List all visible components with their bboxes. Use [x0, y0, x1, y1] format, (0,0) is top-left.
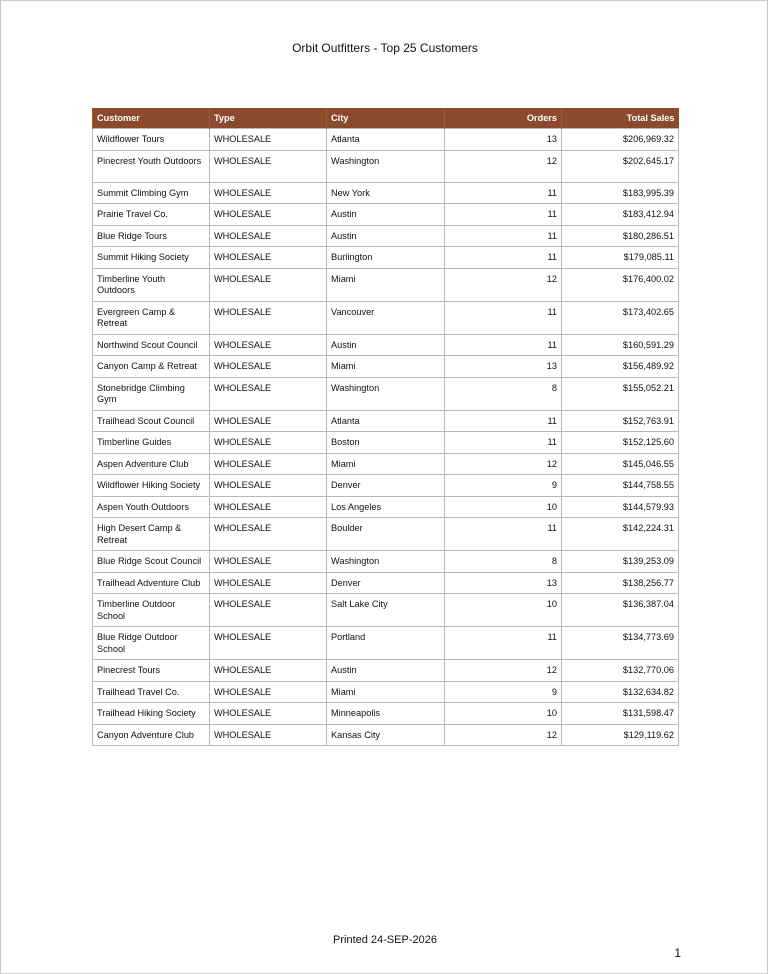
cell-type: WHOLESALE [210, 129, 327, 151]
cell-orders: 12 [445, 724, 562, 746]
cell-city: Salt Lake City [327, 594, 445, 627]
table-row [93, 703, 679, 725]
column-header-type: Type [210, 108, 327, 129]
cell-customer: Trailhead Scout Council [93, 410, 210, 432]
cell-orders: 11 [445, 627, 562, 660]
cell-orders: 12 [445, 268, 562, 301]
cell-customer: Trailhead Travel Co. [93, 681, 210, 703]
table-row [93, 377, 679, 410]
table-row [93, 432, 679, 454]
cell-orders: 10 [445, 594, 562, 627]
cell-customer: Pinecrest Youth Outdoors [93, 150, 210, 182]
cell-orders: 8 [445, 551, 562, 573]
cell-type: WHOLESALE [210, 518, 327, 551]
cell-total-sales: $173,402.65 [562, 301, 679, 334]
table-header-row [93, 108, 679, 129]
cell-type: WHOLESALE [210, 356, 327, 378]
report-title: Orbit Outfitters - Top 25 Customers [292, 41, 478, 55]
cell-customer: High Desert Camp & Retreat [93, 518, 210, 551]
cell-city: Miami [327, 453, 445, 475]
cell-type: WHOLESALE [210, 301, 327, 334]
cell-type: WHOLESALE [210, 377, 327, 410]
table-row [93, 572, 679, 594]
cell-orders: 11 [445, 410, 562, 432]
table-row [93, 268, 679, 301]
cell-city: Washington [327, 551, 445, 573]
cell-total-sales: $132,770.06 [562, 660, 679, 682]
cell-city: Austin [327, 660, 445, 682]
cell-total-sales: $145,046.55 [562, 453, 679, 475]
cell-type: WHOLESALE [210, 453, 327, 475]
cell-customer: Summit Climbing Gym [93, 182, 210, 204]
cell-city: Austin [327, 204, 445, 226]
cell-orders: 9 [445, 681, 562, 703]
cell-city: Burlington [327, 247, 445, 269]
table-body [93, 129, 679, 746]
cell-customer: Canyon Camp & Retreat [93, 356, 210, 378]
cell-total-sales: $160,591.29 [562, 334, 679, 356]
cell-city: Atlanta [327, 410, 445, 432]
cell-customer: Blue Ridge Tours [93, 225, 210, 247]
cell-type: WHOLESALE [210, 724, 327, 746]
column-header-customer: Customer [93, 108, 210, 129]
cell-customer: Blue Ridge Scout Council [93, 551, 210, 573]
cell-city: Austin [327, 334, 445, 356]
cell-total-sales: $139,253.09 [562, 551, 679, 573]
cell-customer: Summit Hiking Society [93, 247, 210, 269]
table-row [93, 410, 679, 432]
cell-orders: 11 [445, 334, 562, 356]
cell-type: WHOLESALE [210, 432, 327, 454]
cell-total-sales: $144,579.93 [562, 496, 679, 518]
customers-table [92, 108, 679, 746]
cell-total-sales: $183,412.94 [562, 204, 679, 226]
table-row [93, 356, 679, 378]
table-row [93, 334, 679, 356]
cell-total-sales: $134,773.69 [562, 627, 679, 660]
cell-type: WHOLESALE [210, 681, 327, 703]
cell-total-sales: $129,119.62 [562, 724, 679, 746]
cell-type: WHOLESALE [210, 551, 327, 573]
printed-date: Printed 24-SEP-2026 [333, 934, 437, 946]
table-row [93, 681, 679, 703]
cell-city: Denver [327, 475, 445, 497]
cell-city: Boulder [327, 518, 445, 551]
cell-orders: 11 [445, 301, 562, 334]
cell-type: WHOLESALE [210, 660, 327, 682]
table-row [93, 496, 679, 518]
cell-orders: 11 [445, 204, 562, 226]
cell-total-sales: $176,400.02 [562, 268, 679, 301]
column-header-total-sales: Total Sales [562, 108, 679, 129]
table-row [93, 551, 679, 573]
table-row [93, 247, 679, 269]
cell-orders: 11 [445, 518, 562, 551]
cell-customer: Pinecrest Tours [93, 660, 210, 682]
table-row [93, 594, 679, 627]
cell-customer: Wildflower Tours [93, 129, 210, 151]
cell-total-sales: $206,969.32 [562, 129, 679, 151]
cell-total-sales: $179,085.11 [562, 247, 679, 269]
cell-city: Miami [327, 356, 445, 378]
cell-customer: Wildflower Hiking Society [93, 475, 210, 497]
cell-type: WHOLESALE [210, 703, 327, 725]
cell-customer: Timberline Guides [93, 432, 210, 454]
table-row [93, 475, 679, 497]
cell-customer: Aspen Youth Outdoors [93, 496, 210, 518]
table-row [93, 453, 679, 475]
cell-city: Miami [327, 681, 445, 703]
cell-city: Washington [327, 377, 445, 410]
cell-customer: Stonebridge Climbing Gym [93, 377, 210, 410]
cell-total-sales: $155,052.21 [562, 377, 679, 410]
table-row [93, 301, 679, 334]
cell-type: WHOLESALE [210, 475, 327, 497]
cell-customer: Timberline Youth Outdoors [93, 268, 210, 301]
cell-customer: Blue Ridge Outdoor School [93, 627, 210, 660]
cell-city: Denver [327, 572, 445, 594]
cell-total-sales: $138,256.77 [562, 572, 679, 594]
cell-type: WHOLESALE [210, 247, 327, 269]
cell-orders: 13 [445, 572, 562, 594]
cell-total-sales: $183,995.39 [562, 182, 679, 204]
cell-orders: 11 [445, 247, 562, 269]
cell-total-sales: $202,645.17 [562, 150, 679, 182]
cell-city: Austin [327, 225, 445, 247]
cell-customer: Canyon Adventure Club [93, 724, 210, 746]
cell-orders: 10 [445, 496, 562, 518]
table-row [93, 204, 679, 226]
cell-city: Minneapolis [327, 703, 445, 725]
cell-type: WHOLESALE [210, 182, 327, 204]
cell-total-sales: $132,634.82 [562, 681, 679, 703]
page-number: 1 [674, 946, 681, 960]
cell-city: Portland [327, 627, 445, 660]
cell-city: Los Angeles [327, 496, 445, 518]
cell-customer: Timberline Outdoor School [93, 594, 210, 627]
cell-city: New York [327, 182, 445, 204]
table-row [93, 225, 679, 247]
table-row [93, 150, 679, 182]
table-row [93, 627, 679, 660]
cell-orders: 11 [445, 432, 562, 454]
cell-customer: Evergreen Camp & Retreat [93, 301, 210, 334]
cell-orders: 8 [445, 377, 562, 410]
cell-type: WHOLESALE [210, 225, 327, 247]
cell-type: WHOLESALE [210, 627, 327, 660]
cell-orders: 9 [445, 475, 562, 497]
cell-orders: 12 [445, 453, 562, 475]
cell-customer: Prairie Travel Co. [93, 204, 210, 226]
cell-total-sales: $136,387.04 [562, 594, 679, 627]
cell-city: Washington [327, 150, 445, 182]
cell-orders: 13 [445, 129, 562, 151]
cell-type: WHOLESALE [210, 150, 327, 182]
cell-total-sales: $180,286.51 [562, 225, 679, 247]
cell-city: Atlanta [327, 129, 445, 151]
cell-total-sales: $152,125.60 [562, 432, 679, 454]
cell-total-sales: $144,758.55 [562, 475, 679, 497]
table-row [93, 518, 679, 551]
cell-city: Kansas City [327, 724, 445, 746]
cell-total-sales: $156,489.92 [562, 356, 679, 378]
cell-total-sales: $131,598.47 [562, 703, 679, 725]
cell-type: WHOLESALE [210, 410, 327, 432]
cell-city: Boston [327, 432, 445, 454]
cell-orders: 12 [445, 150, 562, 182]
cell-customer: Trailhead Adventure Club [93, 572, 210, 594]
cell-total-sales: $152,763.91 [562, 410, 679, 432]
cell-city: Miami [327, 268, 445, 301]
cell-customer: Trailhead Hiking Society [93, 703, 210, 725]
cell-orders: 13 [445, 356, 562, 378]
column-header-orders: Orders [445, 108, 562, 129]
table-row [93, 129, 679, 151]
column-header-city: City [327, 108, 445, 129]
cell-orders: 11 [445, 225, 562, 247]
cell-type: WHOLESALE [210, 268, 327, 301]
cell-orders: 12 [445, 660, 562, 682]
cell-orders: 11 [445, 182, 562, 204]
table-row [93, 660, 679, 682]
cell-customer: Northwind Scout Council [93, 334, 210, 356]
cell-type: WHOLESALE [210, 204, 327, 226]
cell-type: WHOLESALE [210, 594, 327, 627]
cell-total-sales: $142,224.31 [562, 518, 679, 551]
cell-customer: Aspen Adventure Club [93, 453, 210, 475]
table-row [93, 724, 679, 746]
cell-type: WHOLESALE [210, 334, 327, 356]
cell-type: WHOLESALE [210, 496, 327, 518]
table-row [93, 182, 679, 204]
cell-orders: 10 [445, 703, 562, 725]
cell-city: Vancouver [327, 301, 445, 334]
cell-type: WHOLESALE [210, 572, 327, 594]
